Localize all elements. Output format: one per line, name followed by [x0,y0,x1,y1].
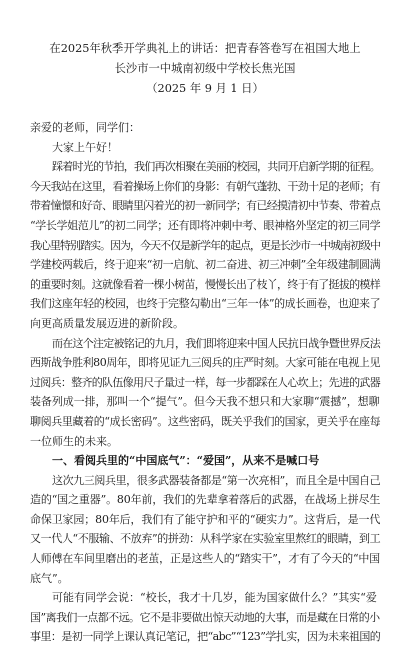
text-line: 我心里特别踏实。因为，今天不仅是新学年的起点，更是长沙市一中城南初级中 [30,238,380,252]
text-line: 今天我站在这里，看着操场上你们的身影：有朝气蓬勃、干劲十足的老师；有 [30,179,380,193]
text-line: 人师傅在车间里磨出的老茧，正是这些人的“踏实干”，才有了今天的“中国 [30,552,380,566]
text-line: 过阅兵：整齐的队伍像用尺子量过一样，每一步都踩在人心坎上；先进的武器 [30,375,380,389]
paragraph-patriotism [30,588,380,647]
text-line: 西斯战争胜利80周年，即将见证九三阅兵的庄严时刻。大家可能在电视上见 [30,356,380,370]
section-heading: 一、看阅兵里的“中国底气”：“爱国”，从来不是喊口号 [52,454,320,468]
text-line: 的重要时刻。这就像看着一棵小树苗，慢慢长出了枝丫，终于有了挺拔的模样 [30,277,380,291]
text-line: 而在这个注定被铭记的九月，我们即将迎来中国人民抗日战争暨世界反法 [52,336,380,350]
text-line: 事里：是初一同学上课认真记笔记，把“abc”“123”学扎实，因为未来祖国的 [30,630,381,644]
text-line: 底气”。 [30,571,69,585]
text-line: 命保卫家园；80年后，我们有了能守护和平的“硬实力”。这背后，是一代 [30,512,381,526]
salutation: 亲爱的老师，同学们： [30,121,140,134]
text-line: “学长学姐范儿”的初二同学；还有即将冲刺中考、眼神格外坚定的初三同学 [30,218,381,232]
speaker-line: 长沙市一中城南初级中学校长焦光国 [114,62,296,75]
speech-date: （2025 年 9 月 1 日） [146,82,264,95]
paragraph-anniversary [30,334,380,452]
text-line: 一位师生的未来。 [30,434,118,448]
paragraph-opening [30,157,380,333]
text-line: 带着憧憬和好奇、眼睛里闪着光的初一新同学；有已经摸清初中节奏、带着点 [30,199,380,213]
text-line: 我们这座年轻的校园，也终于完整勾勒出“三年一体”的成长画卷，也迎来了 [30,297,381,311]
text-line: 造的“国之重器”。80年前，我们的先辈拿着落后的武器，在战场上拼尽生 [30,493,381,507]
text-line: 装备列成一排，那叫一个“提气”。但今天我不想只和大家聊“震撼”，想聊 [30,395,380,409]
paragraph-weapons [30,471,380,589]
text-line: 国”离我们一点都不远。它不是非要做出惊天动地的大事，而是藏在日常的小 [30,610,380,624]
text-line: 这次九三阅兵里，很多武器装备都是“第一次亮相”，而且全是中国自己 [52,473,381,487]
text-line: 向更高质量发展迈进的新阶段。 [30,316,184,330]
text-line: 踩着时光的节拍，我们再次相聚在美丽的校园，共同开启新学期的征程。 [52,160,380,174]
text-line: 可能有同学会说：“校长，我才十几岁，能为国家做什么？”其实“爱 [52,591,377,605]
text-line: 聊阅兵里藏着的“成长密码”。这些密码，既关乎我们的国家，更关乎在座每 [30,414,381,428]
text-line: 学建校两载后，终于迎来“初一启航、初二奋进、初三冲刺”全年级建制圆满 [30,258,381,272]
speech-title: 在2025年秋季开学典礼上的讲话：把青春答卷写在祖国大地上 [49,42,361,55]
speech-body [30,118,380,647]
speech-header [30,0,380,99]
greeting: 大家上午好！ [52,140,118,154]
text-line: 又一代人“不服输、不放弃”的拼劲：从科学家在实验室里熬红的眼睛，到工 [30,532,381,546]
